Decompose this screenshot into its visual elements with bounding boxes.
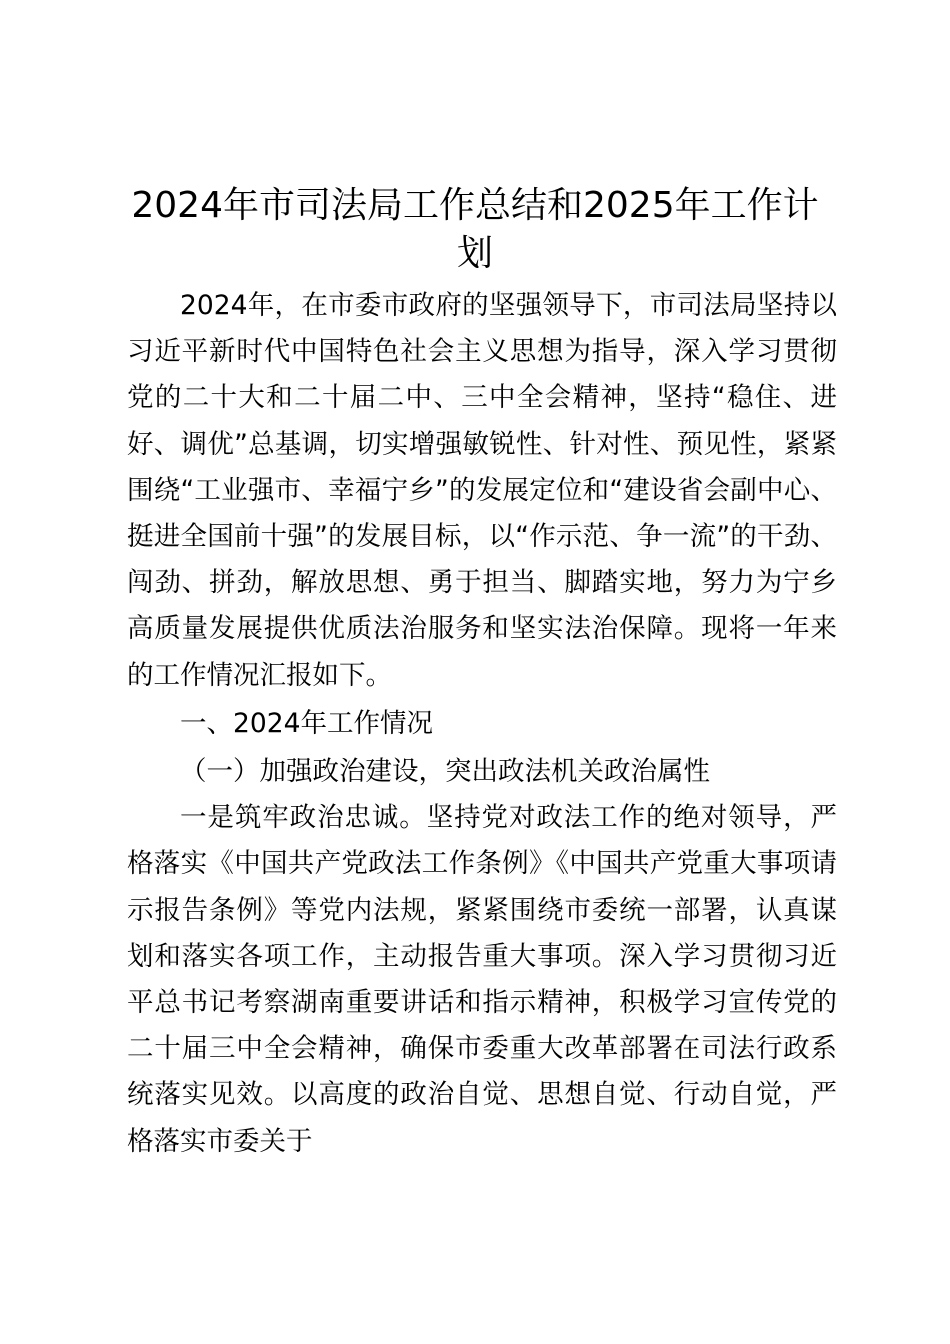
document-body xyxy=(127,283,837,1165)
intro-paragraph: 2024年，在市委市政府的坚强领导下，市司法局坚持以习近平新时代中国特色社会主义思想为指导，深入学习贯彻党的二十大和二十届二中、三中全会精神，坚持“稳住、进好、调优”总基调，切实增强敏锐性、针对性、预见性，紧紧围绕“工业强市、幸福宁乡”的发展定位和“建设省会副中心、挺进全国前十强”的发展目标，以“作示范、争一流”的干劲、闯劲、拼劲，解放思想、勇于担当、脚踏实地，努力为宁乡高质量发展提供优质法治服务和坚实法治保障。现将一年来的工作情况汇报如下。 xyxy=(127,290,837,691)
body-paragraph: 一是筑牢政治忠诚。坚持党对政法工作的绝对领导，严格落实《中国共产党政法工作条例》《中国共产党重大事项请示报告条例》等党内法规，紧紧围绕市委统一部署，认真谋划和落实各项工作，主动报告重大事项。深入学习贯彻习近平总书记考察湖南重要讲话和指示精神，积极学习宣传党的二十届三中全会精神，确保市委重大改革部署在司法行政系统落实见效。以高度的政治自觉、思想自觉、行动自觉，严格落实市委关于 xyxy=(127,802,837,1157)
document-title: 2024年市司法局工作总结和2025年工作计划 xyxy=(131,185,819,274)
section-heading: 一、2024年工作情况 xyxy=(180,707,433,739)
subsection-heading: （一）加强政治建设，突出政法机关政治属性 xyxy=(180,756,710,788)
